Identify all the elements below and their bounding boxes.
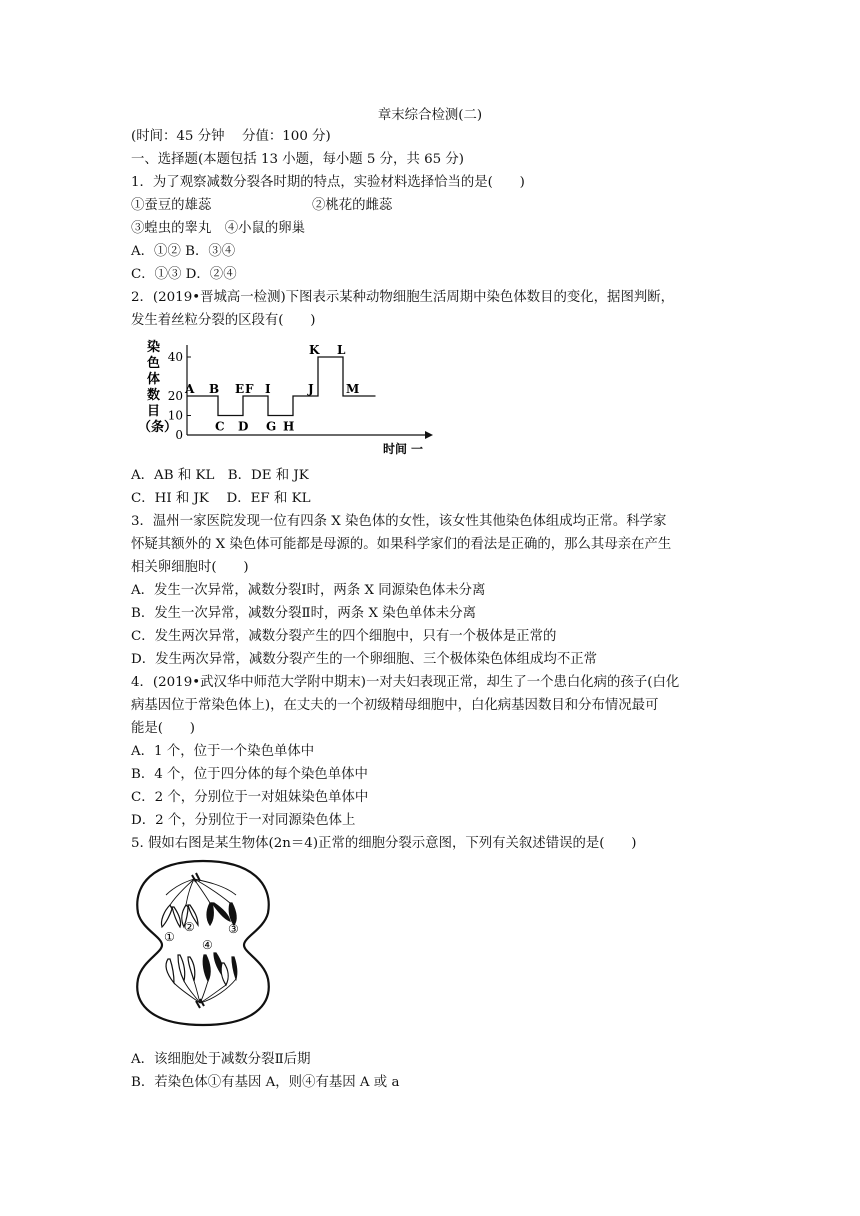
q2-choices-cd: C．HI 和 JK D．EF 和 KL <box>131 491 311 506</box>
point-label-B: B <box>209 382 220 396</box>
point-label-E: E <box>235 382 245 396</box>
q5-option-b: B．若染色体①有基因 A，则④有基因 A 或 a <box>131 1075 400 1090</box>
bottom-centrosome <box>196 999 204 1008</box>
y-tick-label: 40 <box>167 350 183 364</box>
y-label-char-1: 染 <box>147 340 161 355</box>
x-axis-label-dash: 一 <box>411 442 424 456</box>
point-label-I: I <box>265 382 271 396</box>
q3-option-d: D．发生两次异常，减数分裂产生的一个卵细胞、三个极体染色体组成均不正常 <box>131 652 598 667</box>
q4-option-a: A．1 个，位于一个染色单体中 <box>131 744 315 759</box>
q3-option-b: B．发生一次异常，减数分裂Ⅱ时，两条 X 染色单体未分离 <box>131 606 476 621</box>
q3-stem-line2: 怀疑其额外的 X 染色体可能都是母源的。如果科学家们的看法是正确的，那么其母亲在产生 <box>131 537 672 552</box>
y-tick-label: 20 <box>167 389 183 403</box>
q1-choices-cd: C．①③ D．②④ <box>131 267 237 282</box>
y-label-char-2: 色 <box>147 356 161 371</box>
document-title: 章末综合检测(二) <box>377 108 483 123</box>
point-label-D: D <box>238 419 249 434</box>
q5-stem: 5. 假如右图是某生物体(2n＝4)正常的细胞分裂示意图，下列有关叙述错误的是( ) <box>131 836 637 851</box>
q4-stem-line3: 能是( ) <box>131 721 196 736</box>
point-label-K: K <box>309 343 320 357</box>
q1-stem: 1．为了观察减数分裂各时期的特点，实验材料选择恰当的是( ) <box>131 175 525 190</box>
q4-option-d: D．2 个，分别位于一对同源染色体上 <box>131 813 356 828</box>
q3-option-a: A．发生一次异常，减数分裂Ⅰ时，两条 X 同源染色体未分离 <box>131 583 486 598</box>
cell-division-diagram <box>128 855 278 1030</box>
q1-option-34: ③蝗虫的睾丸 ④小鼠的卵巢 <box>131 221 306 236</box>
q3-stem-line1: 3．温州一家医院发现一位有四条 X 染色体的女性，该女性其他染色体组成均正常。科学家 <box>131 514 667 529</box>
x-axis-label: 时间 <box>383 442 408 456</box>
point-label-G: G <box>266 419 277 434</box>
top-chromosomes <box>161 903 236 927</box>
q1-option-2: ②桃花的雌蕊 <box>312 198 393 213</box>
point-label-H: H <box>283 419 295 434</box>
q4-option-b: B．4 个，位于四分体的每个染色单体中 <box>131 767 368 782</box>
chromosome-label-1: ① <box>164 930 175 944</box>
y-tick-label: 10 <box>167 408 183 423</box>
chromosome-label-2: ② <box>184 920 195 934</box>
section-heading: 一、选择题(本题包括 13 小题，每小题 5 分，共 65 分) <box>131 152 465 167</box>
q2-stem-line1: 2．(2019•晋城高一检测)下图表示某种动物细胞生活周期中染色体数目的变化，据图判断， <box>131 290 675 305</box>
q3-option-c: C．发生两次异常，减数分裂产生的四个细胞中，只有一个极体是正常的 <box>131 629 557 644</box>
exam-meta: (时间：45 分钟 分值：100 分) <box>131 129 331 144</box>
y-label-char-3: 体 <box>147 372 161 387</box>
q5-option-a: A．该细胞处于减数分裂Ⅱ后期 <box>131 1052 311 1067</box>
q3-stem-line3: 相关卵细胞时( ) <box>131 560 249 575</box>
y-label-char-5: 目 <box>147 404 161 419</box>
chromosome-labels <box>164 920 239 952</box>
top-spindle-fibers <box>166 879 236 905</box>
q4-option-c: C．2 个，分别位于一对姐妹染色单体中 <box>131 790 369 805</box>
y-label-char-4: 数 <box>147 388 161 403</box>
chromosome-label-4: ④ <box>202 938 213 952</box>
q1-option-1: ①蚕豆的雄蕊 <box>131 198 212 213</box>
q4-stem-line2: 病基因位于常染色体上)，在丈夫的一个初级精母细胞中，白化病基因数目和分布情况最可 <box>131 698 659 713</box>
point-label-M: M <box>346 382 360 396</box>
q4-stem-line1: 4．(2019•武汉华中师范大学附中期末)一对夫妇表现正常，却生了一个患白化病的孩子(白化 <box>131 675 680 690</box>
q1-choices-ab: A．①② B．③④ <box>131 244 236 259</box>
point-label-L: L <box>337 343 346 357</box>
point-label-C: C <box>215 419 225 434</box>
q2-stem-line2: 发生着丝粒分裂的区段有( ) <box>131 313 316 328</box>
chromosome-count-chart <box>135 335 435 460</box>
chromosome-label-3: ③ <box>228 922 239 936</box>
bottom-chromosomes <box>166 953 237 985</box>
q2-choices-ab: A．AB 和 KL B．DE 和 JK <box>131 468 309 483</box>
point-label-F: F <box>245 382 254 396</box>
point-label-A: A <box>185 382 195 396</box>
point-label-J: J <box>308 382 314 396</box>
y-label-char-6: （条） <box>138 420 178 435</box>
y-tick-label: 0 <box>175 428 183 442</box>
